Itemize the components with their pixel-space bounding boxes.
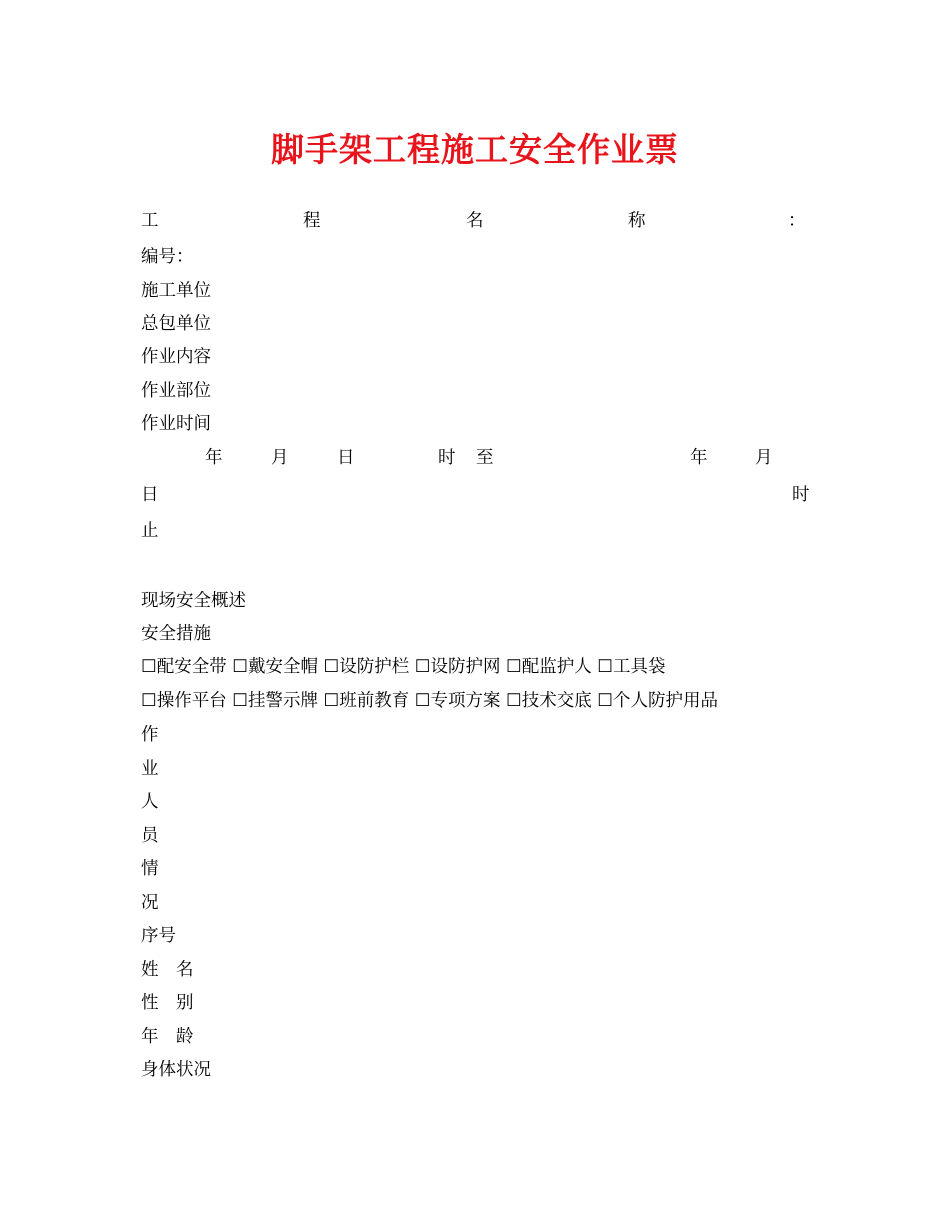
project-name-char: 工 [141, 211, 159, 231]
worker-info-char: 员 [141, 826, 159, 846]
time-year-start: 年 [205, 448, 223, 468]
worker-info-char: 人 [141, 792, 159, 812]
name-label: 姓 名 [141, 960, 194, 980]
serial-label: 序号 [141, 926, 176, 946]
gender-label: 性 别 [141, 993, 194, 1013]
project-name-colon: ： [788, 211, 806, 231]
work-content-label: 作业内容 [141, 347, 211, 367]
general-contractor-label: 总包单位 [141, 314, 211, 334]
work-time-label: 作业时间 [141, 414, 211, 434]
work-location-label: 作业部位 [141, 381, 211, 401]
project-name-char: 称 [628, 211, 646, 231]
project-name-char: 名 [466, 211, 484, 231]
time-to: 至 [476, 448, 494, 468]
safety-measures-label: 安全措施 [141, 624, 211, 644]
time-month-start: 月 [271, 448, 289, 468]
time-day-end: 日 [141, 485, 159, 505]
document-title: 脚手架工程施工安全作业票 [271, 130, 679, 169]
worker-info-char: 业 [141, 759, 159, 779]
time-hour-end: 时 [792, 485, 810, 505]
time-hour-start: 时 [438, 448, 456, 468]
health-label: 身体状况 [141, 1060, 211, 1080]
site-overview-label: 现场安全概述 [141, 591, 246, 611]
time-stop: 止 [141, 521, 159, 541]
construction-unit-label: 施工单位 [141, 281, 211, 301]
time-year-end: 年 [690, 448, 708, 468]
measures-row-2: ☐操作平台 ☐挂警示牌 ☐班前教育 ☐专项方案 ☐技术交底 ☐个人防护用品 [141, 691, 718, 711]
number-label: 编号： [141, 247, 194, 267]
time-day-start: 日 [337, 448, 355, 468]
worker-info-char: 作 [141, 725, 159, 745]
worker-info-char: 情 [141, 859, 159, 879]
project-name-char: 程 [303, 211, 321, 231]
age-label: 年 龄 [141, 1027, 194, 1047]
worker-info-char: 况 [141, 893, 159, 913]
measures-row-1: ☐配安全带 ☐戴安全帽 ☐设防护栏 ☐设防护网 ☐配监护人 ☐工具袋 [141, 657, 666, 677]
time-month-end: 月 [755, 448, 773, 468]
